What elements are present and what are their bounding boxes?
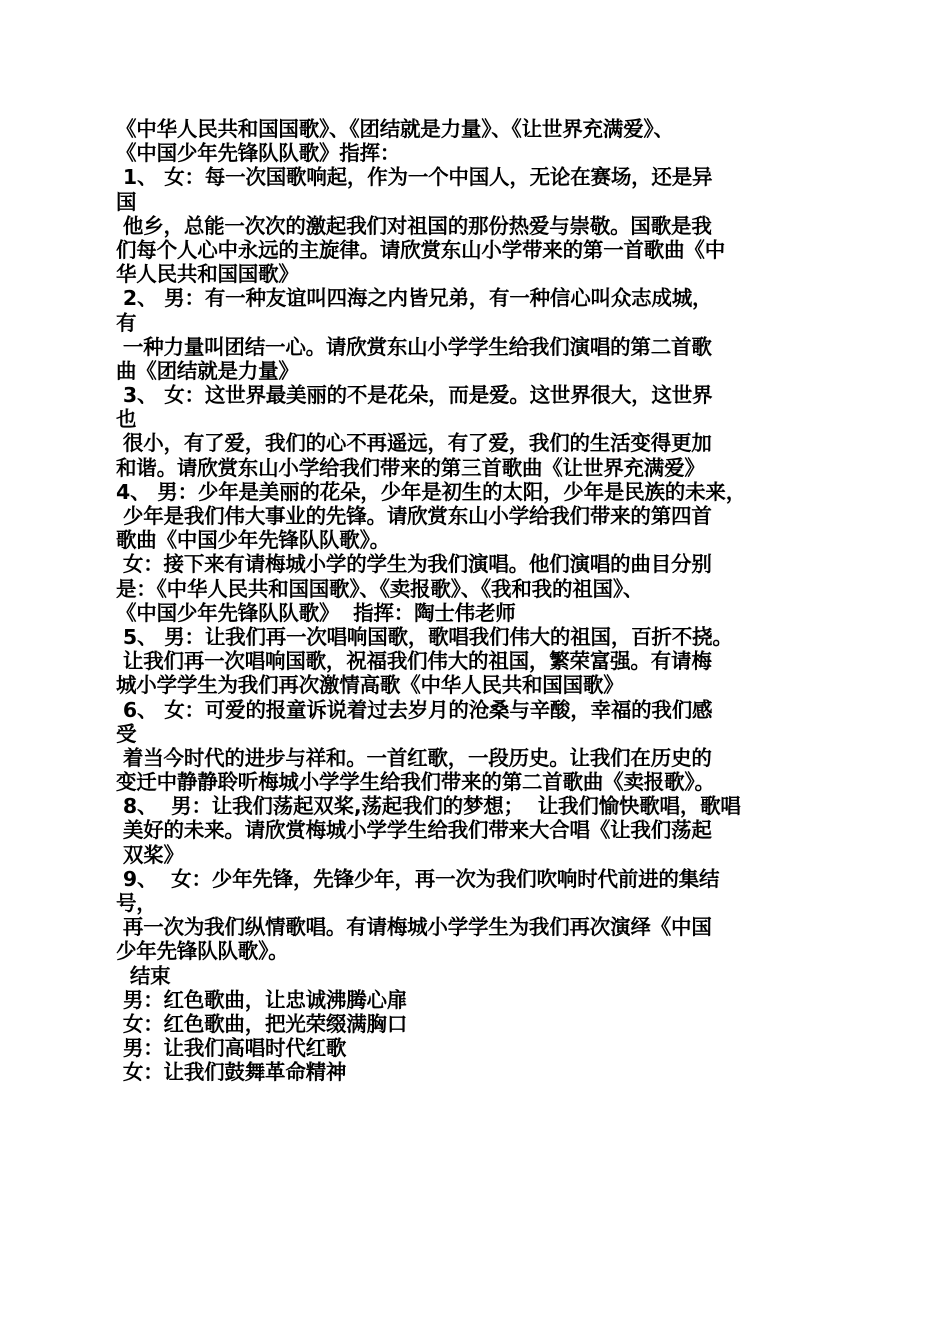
text-line: 3、 女：这世界最美丽的不是花朵，而是爱。这世界很大，这世界 <box>116 383 713 408</box>
text-line: 一种力量叫团结一心。请欣赏东山小学学生给我们演唱的第二首歌 <box>116 334 712 359</box>
text-line: 4、 男：少年是美丽的花朵，少年是初生的太阳，少年是民族的未来， <box>116 479 746 504</box>
text-line: 他乡，总能一次次的激起我们对祖国的那份热爱与崇敬。国歌是我 <box>116 213 712 238</box>
text-line: 歌曲《中国少年先锋队队歌》。 <box>116 528 390 553</box>
text-line: 城小学学生为我们再次激情高歌《中华人民共和国国歌》 <box>116 673 624 698</box>
text-line: 双桨》 <box>116 842 184 867</box>
text-line: 也 <box>116 407 137 432</box>
text-line: 曲《团结就是力量》 <box>116 358 299 383</box>
document-page <box>116 117 836 1085</box>
text-line: 很小，有了爱，我们的心不再遥远，有了爱，我们的生活变得更加 <box>116 431 712 456</box>
text-line: 国 <box>116 189 137 214</box>
text-line: 着当今时代的进步与祥和。一首红歌，一段历史。让我们在历史的 <box>116 745 712 770</box>
text-line: 《中国少年先锋队队歌》 指挥：陶士伟老师 <box>116 600 516 625</box>
text-line: 男：红色歌曲，让忠诚沸腾心扉 <box>116 987 408 1012</box>
text-line: 2、 男：有一种友谊叫四海之内皆兄弟，有一种信心叫众志成城， <box>116 286 713 311</box>
text-line: 《中国少年先锋队队歌》指挥： <box>116 141 401 166</box>
text-line: 号， <box>116 891 157 915</box>
text-line: 华人民共和国国歌》 <box>116 262 299 287</box>
text-line: 6、 女：可爱的报童诉说着过去岁月的沧桑与辛酸，幸福的我们感 <box>116 697 713 722</box>
text-line: 们每个人心中永远的主旋律。请欣赏东山小学带来的第一首歌曲《中 <box>116 237 725 262</box>
text-line: 变迁中静静聆听梅城小学学生给我们带来的第二首歌曲《卖报歌》。 <box>116 770 715 795</box>
text-line: 是：《中华人民共和国国歌》、《卖报歌》、《我和我的祖国》、 <box>116 576 644 601</box>
text-line: 女：红色歌曲，把光荣缀满胸口 <box>116 1011 408 1036</box>
text-line: 结束 <box>116 963 171 988</box>
text-line: 让我们再一次唱响国歌，祝福我们伟大的祖国，繁荣富强。有请梅 <box>116 649 712 674</box>
text-line: 《中华人民共和国国歌》、《团结就是力量》、《让世界充满爱》、 <box>116 117 674 141</box>
text-line: 女：让我们鼓舞革命精神 <box>116 1060 347 1085</box>
text-line: 和谐。请欣赏东山小学给我们带来的第三首歌曲《让世界充满爱》 <box>116 455 705 480</box>
text-line: 有 <box>116 310 137 335</box>
text-line: 美好的未来。请欣赏梅城小学学生给我们带来大合唱《让我们荡起 <box>116 818 712 843</box>
text-line: 男：让我们高唱时代红歌 <box>116 1036 347 1061</box>
text-line: 女：接下来有请梅城小学的学生为我们演唱。他们演唱的曲目分别 <box>116 552 712 577</box>
text-line: 1、 女：每一次国歌响起，作为一个中国人，无论在赛场，还是异 <box>116 165 713 190</box>
text-line: 8、 男：让我们荡起双桨,荡起我们的梦想； 让我们愉快歌唱，歌唱 <box>116 794 741 819</box>
text-line: 受 <box>116 721 137 746</box>
text-line: 少年是我们伟大事业的先锋。请欣赏东山小学给我们带来的第四首 <box>116 504 712 528</box>
text-line: 5、 男：让我们再一次唱响国歌，歌唱我们伟大的祖国，百折不挠。 <box>116 624 733 649</box>
text-line: 9、 女：少年先锋，先锋少年，再一次为我们吹响时代前进的集结 <box>116 866 720 891</box>
text-line: 再一次为我们纵情歌唱。有请梅城小学学生为我们再次演绎《中国 <box>116 915 712 940</box>
text-line: 少年先锋队队歌》。 <box>116 939 289 964</box>
